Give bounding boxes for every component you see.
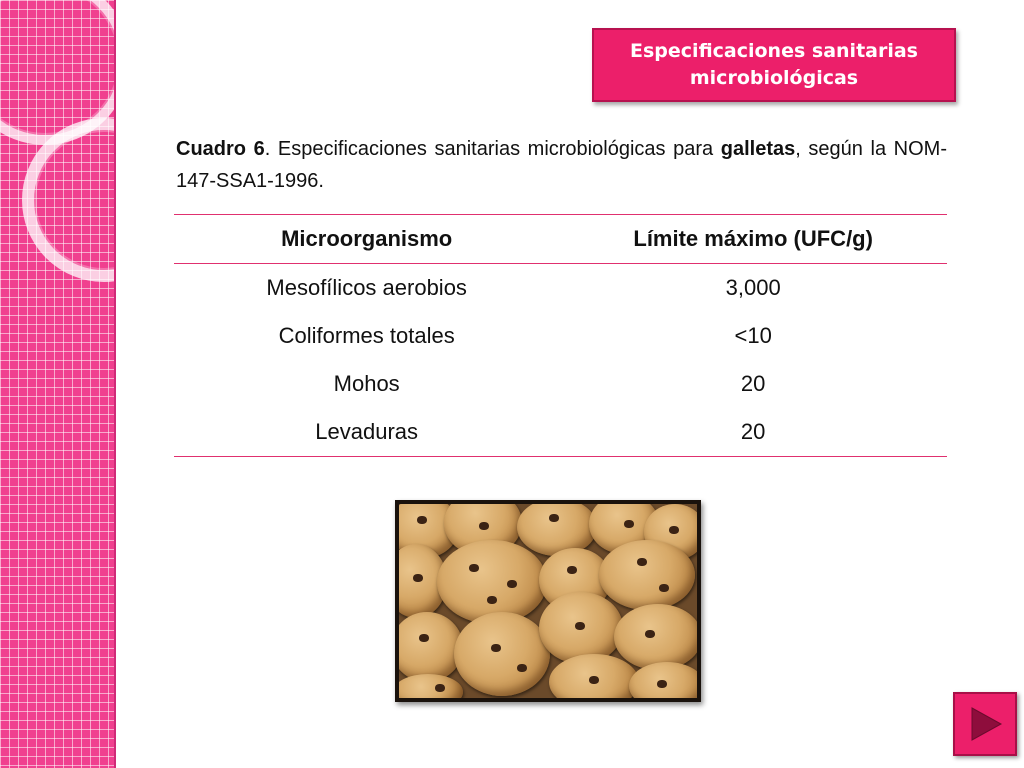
cookie-shape bbox=[614, 604, 701, 670]
chocolate-chip bbox=[435, 684, 445, 692]
slide-title-line-1: Especificaciones sanitarias bbox=[630, 40, 918, 62]
cookie-shape bbox=[517, 500, 597, 556]
slide-title bbox=[592, 28, 956, 102]
chocolate-chip bbox=[624, 520, 634, 528]
cookie-shape bbox=[599, 540, 695, 610]
table-row bbox=[174, 264, 947, 313]
table-caption bbox=[176, 133, 947, 197]
cookie-shape bbox=[454, 612, 550, 696]
table-cell-microorganism: Mesofílicos aerobios bbox=[266, 275, 467, 300]
specifications-table bbox=[174, 214, 947, 457]
caption-text-end: , según la NOM-147-SSA1-1996. bbox=[176, 138, 947, 192]
caption-label: Cuadro 6 bbox=[176, 138, 265, 160]
chocolate-chip bbox=[469, 564, 479, 572]
caption-emphasis: galletas bbox=[720, 138, 796, 160]
slide-title-line-2: microbiológicas bbox=[689, 67, 859, 89]
table-cell-microorganism: Coliformes totales bbox=[278, 323, 455, 348]
chocolate-chip bbox=[517, 664, 527, 672]
chocolate-chip bbox=[657, 680, 667, 688]
decorative-sidebar bbox=[0, 0, 114, 768]
chocolate-chip bbox=[549, 514, 559, 522]
chocolate-chip bbox=[417, 516, 427, 524]
chocolate-chip bbox=[487, 596, 497, 604]
chocolate-chip bbox=[645, 630, 655, 638]
cookie-shape bbox=[437, 540, 547, 624]
table-row bbox=[174, 312, 947, 360]
column-header-limit: Límite máximo (UFC/g) bbox=[559, 215, 947, 264]
table-cell-microorganism: Levaduras bbox=[174, 408, 559, 457]
chocolate-chip bbox=[669, 526, 679, 534]
chocolate-chip bbox=[659, 584, 669, 592]
chocolate-chip bbox=[491, 644, 501, 652]
chocolate-chip bbox=[413, 574, 423, 582]
caption-text: . Especificaciones sanitarias microbiológicas para bbox=[264, 138, 721, 160]
table-row bbox=[174, 408, 947, 457]
chocolate-chip bbox=[575, 622, 585, 630]
chocolate-chip bbox=[479, 522, 489, 530]
column-header-microorganism: Microorganismo bbox=[174, 215, 559, 264]
sidebar-divider bbox=[114, 0, 116, 768]
cookies-photo bbox=[395, 500, 701, 702]
table-cell-limit: 20 bbox=[740, 371, 766, 396]
next-slide-button[interactable] bbox=[953, 692, 1017, 756]
table-cell-limit: <10 bbox=[734, 323, 772, 348]
chocolate-chip bbox=[567, 566, 577, 574]
play-triangle-icon bbox=[965, 704, 1005, 744]
table-row bbox=[174, 360, 947, 408]
table-cell-limit: 20 bbox=[559, 408, 947, 457]
chocolate-chip bbox=[507, 580, 517, 588]
table-cell-microorganism: Mohos bbox=[333, 371, 400, 396]
table-header-row bbox=[174, 215, 947, 264]
chocolate-chip bbox=[419, 634, 429, 642]
chocolate-chip bbox=[637, 558, 647, 566]
chocolate-chip bbox=[589, 676, 599, 684]
table-cell-limit: 3,000 bbox=[725, 275, 781, 300]
